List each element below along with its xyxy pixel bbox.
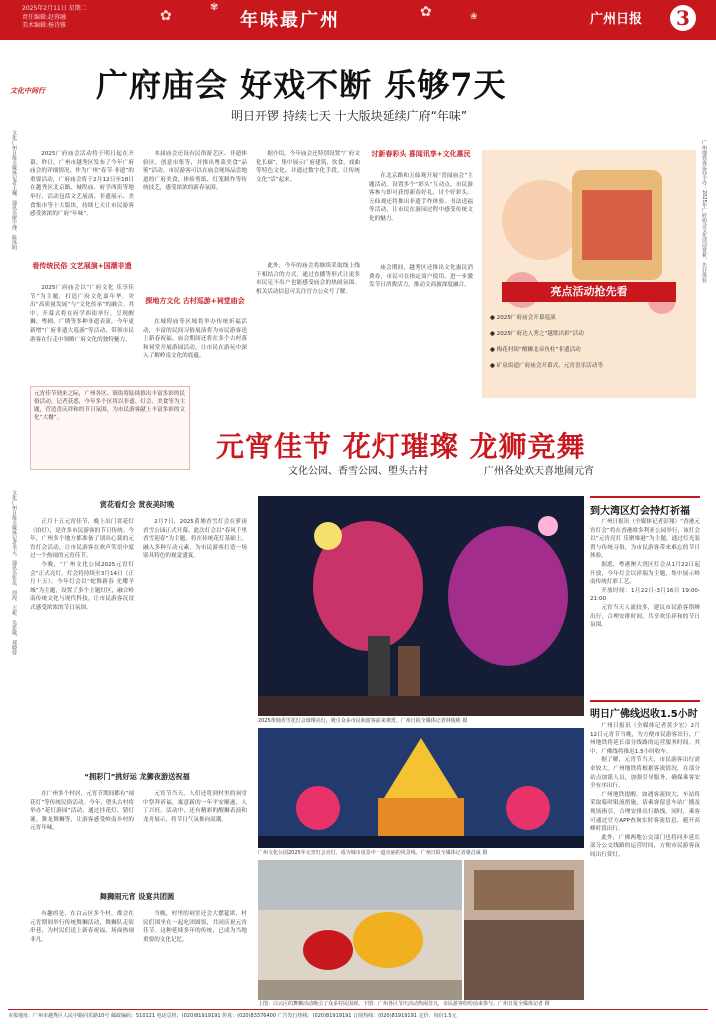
article1-subhead-a: 看传统民俗 文艺展演+国潮非遗 <box>32 262 132 270</box>
flower-icon: ✿ <box>420 4 432 20</box>
article1-para-b: 本届庙会还设有民俗游艺区、非遗体验区、创意市集等，并推出粤菜美食“品鉴”活动。市民游客可以在庙会现场品尝地道的广府美食，体验剪纸、灯笼制作等传统技艺，感受浓浓的新春氛围。 <box>143 151 247 192</box>
photo-crowd <box>464 860 584 1000</box>
flower-icon: ✿ <box>160 8 172 24</box>
para-g: 庙会期间，越秀区还推出文化惠民消费券，市民可在指定商户使用，进一步激发节日消费活力，推动文商旅深度融合。 <box>369 265 473 289</box>
byline-left: 文化广州日报全媒体记者王巍、通讯员廖宇博、陈泽明 <box>11 130 17 250</box>
design-credit: 美术编辑:杨诗雅 <box>22 22 67 29</box>
article1-para-e: 此外，今年的庙会将继续采取线上线下相结合的方式，通过直播等形式让更多市民足不出户也能感受庙会的热闹氛围。相关活动信息可关注官方公众号了解。 <box>256 263 360 295</box>
paper-logo: 广州日报 <box>590 12 643 27</box>
photo-lion-dance <box>258 860 462 1000</box>
poster-item: ● 2025广府达人秀之“越歌出彩”活动 <box>490 331 584 337</box>
photo-lantern-arch <box>258 728 584 848</box>
column-tag: 文化中间行 <box>10 87 45 95</box>
sec1-col2: 2月7日，2025黄埔香雪灯会在萝岗香雪公园正式开幕。此次灯会以“春风千里 香雪迎春”为主题，将在传统花灯基础上，融入多种互动元素，为市民游客打造一场别具特色的视觉盛宴。 <box>143 519 247 560</box>
poster-item: ● 矿泉街道广府庙会开幕式、元宵喜乐活动等 <box>490 363 603 369</box>
photo2-caption: 广州文化公园2025年元宵灯会亮灯，成为城市夜景中一道亮丽的风景线。广州日报全媒体记者骆昌威 摄 <box>258 850 488 856</box>
poster-list <box>490 310 688 374</box>
issue-date: 2025年2月11日 星期二 <box>22 5 87 12</box>
byline-left-2: 文化广州日报全媒体记者李天、通讯员张昆、周海、王新、吴思敏、郑晓蓉 <box>11 490 17 655</box>
poster-title: 亮点活动抢先看 <box>502 282 676 302</box>
subhead-c: 讨新春彩头 喜闻讯享+文化惠民 <box>371 150 471 158</box>
poster-item: ● 梅花村街“醒狮北帝鱼柱”非遗活动 <box>490 347 581 353</box>
divider <box>590 700 700 702</box>
page-header <box>0 0 716 40</box>
sec2-col2: 元宵节当天，人们还将到村里的祠堂中祭拜祈福，寓意新的一年平安顺遂、人丁兴旺。活动中，还有精彩的醒狮表演和龙舟展示，将节日气氛推向高潮。 <box>143 791 247 823</box>
article1-para-d: 据介绍，今年庙会还特别设置“广府文化长廊”，集中展示广府建筑、饮食、戏曲等特色文化，并通过数字化手段，让传统文化“活”起来。 <box>256 151 360 183</box>
byline-right: 广州地铁客运局主办：2025年广府庙会文化活动赏析，先行体验 <box>701 140 707 283</box>
article1-para-a: 2025广府庙会以“广府文化 乐享佳节”为主题，打造广府文化嘉年华，突出“高质量发展”与“文化传承”的融合。其中，开幕式将在府学西街举行，呈现醒狮、粤剧、广绣等多种非遗表演。今年更新增“广府非遗大巡游”等活动，带领市民游客在行走中领略广府文化的独特魅力。 <box>30 285 134 343</box>
lantern-photo <box>258 496 584 716</box>
subhead-2a: 文化公园、香雪公园、塱头古村 <box>288 466 428 477</box>
poster-panel <box>482 150 696 398</box>
poster-item: ● 2025广府庙会开幕巡演 <box>490 315 556 321</box>
footer-rule <box>8 1009 708 1010</box>
sec3-col1: 有趣的是，在白云区多个村，都会在元宵期间举行传统舞狮活动，舞狮队走街串巷，为村民们送上新春祝福，场面热闹非凡。 <box>30 911 134 943</box>
right1-body: 广州日报讯（全媒体记者彭翔）“香港元宵灯会”将在香港维多利亚公园举行，该灯会以“元宵亮灯 乐聚维港”为主题，通过灯光装置与传统习俗，为市民游客带来难忘的节日体验。 据悉，粤港澳大湾区灯会从1月22日起开放，今年灯会以祥瑞为主题，集中展示岭南传统灯彩工艺。 开放时间：1月22日-3月16日 19:00-21:00 元宵当天人流较多，建议市民游客错峰出行，合理安排时间，共享欢乐祥和的节日氛围。 <box>590 519 700 629</box>
headline-2: 元宵佳节 花灯璀璨 龙狮竞舞 <box>216 430 586 463</box>
article1-subhead-b: 探地方文化 古村巡游+祠堂庙会 <box>145 297 245 305</box>
section-title: 年味最广州 <box>240 10 340 31</box>
article1-para-c: 在城隍庙等区域将举办传统祈福活动，丰富的民间习俗展演将为市民游客送上新春祝福。庙会期间还将在多个古村落和祠堂开展游园活动，让市民在游玩中深入了解岭南文化的底蕴。 <box>143 319 247 360</box>
sec3-title: 舞狮闹元宵 设宴共团圆 <box>99 892 175 901</box>
photo3-caption: 上图：白云区的舞狮活动吸引了众多村民围观。下图：广州各区节庆活动热闹非凡，市民游客纷纷前来参与。广州日报全媒体记者 摄 <box>258 1001 550 1007</box>
flower-icon: ✾ <box>210 2 219 13</box>
page-number: 3 <box>670 5 696 31</box>
article1-lead: 2025广府庙会活动将于明日起在开幕。昨日，广州市越秀区发布了今年广府庙会的详细情况。作为广州“春节·非遗”的重要活动，广府庙会将于2月12日至18日在越秀区北京路、城隍庙、府学西街等地举行，活动包括文艺展演、非遗展示、美食集市等十大版块，持续七天让市民游客感受浓浓的广府“年味”。 <box>30 151 134 218</box>
header-meta <box>22 5 87 31</box>
info-box-left: 元宵佳节到来之际，广州各区、镇街将陆续推出丰富多彩的民俗活动。记者获悉，今年多个区将以非遗、灯会、美食等为主题，营造喜庆祥和的节日氛围，为市民游客献上丰富多彩的文化“大餐”。 <box>30 386 190 470</box>
lion-dance-photo <box>258 860 462 1000</box>
main-headline: 广府庙会 好戏不断 乐够7天 <box>96 66 507 104</box>
lantern-arch-photo <box>258 728 584 848</box>
sec1-col1: 正月十五元宵佳节，晚上出门赏花灯（拍灯），是许多市民游客的节日传统。今年，广州多个地方都准备了别出心裁的元宵灯会活动，让市民游客在欢声笑语中度过一个热闹的元宵佳节。 今晚，“广州文化公园2025元宵灯会”正式亮灯，灯会将持续至3月14日（正月十五）。今年灯会以“蛇舞新春 光耀羊城”为主题，设置了多个主题灯区，融合岭南传统文化与现代科技，让市民游客沉浸式感受浓浓的节日氛围。 <box>30 519 134 611</box>
subhead-2b: 广州各处欢天喜地闹元宵 <box>484 466 594 477</box>
right2-body: 广州日报讯（全媒体记者黄少宏）2月12日元宵节当晚，为方便市民游客出行，广州地铁将延长部分线路的运营服务时间。其中，广佛线将推迟1.5小时收车。 据了解，元宵节当天，市民游客出行需求较大。广州地铁将根据客流情况，在部分站点加派人员，加强引导服务，确保乘客安全有序出行。 广州地铁提醒，如遇客流较大，车站将采取临时限流措施，请乘客留意车站广播及现场指引，合理安排出行路线。同时，乘客可通过官方APP查询实时客流信息，避开高峰时段出行。 此外，广佛两地公交部门也将同步延长部分公交线路的运营时间，方便市民游客夜间出行赏灯。 <box>590 723 700 858</box>
photo1-caption: 2025黄埔香雪花灯会璀璨亮灯，吸引众多市民和游客前来观赏。广州日报全媒体记者林俊彬 摄 <box>258 718 468 724</box>
main-subhead: 明日开锣 持续七天 十大版块延续广府“年味” <box>231 109 468 123</box>
flower-icon: ❀ <box>470 12 478 22</box>
right2-title: 明日广佛线迟收1.5小时 <box>590 709 698 720</box>
sec2-title: “拥彩门”挑好运 龙狮夜游送祝福 <box>84 772 190 781</box>
right1-title: 到大湾区灯会持灯祈福 <box>590 506 690 517</box>
footer-info: 本报地址：广州市越秀区人民中路同乐路10号 邮政编码：510121 电话总机：(020)81919191 传真：(020)83376400 广告发行热线：(020)81919191 订阅热线：(020)81919191 定价：每份1.5元 <box>8 1013 457 1019</box>
sec3-col2: 当晚，村里的祠堂还会大摆筵席，村民们围坐在一起吃团圆饭，共同庆祝元宵佳节。这种延续多年的传统，已成为当地重要的文化记忆。 <box>143 911 247 943</box>
sec1-title: 赏花看灯会 赏夜美时晚 <box>99 500 175 509</box>
para-f: 在北京路和五仙观开展“喜闻庙会”主题活动，设置多个“彩头”互动点，市民游客参与即可获得新春好礼，讨个好彩头。五仙观还将推出非遗手作体验、书法送福等活动，让市民在游园过程中感受传统文化的魅力。 <box>369 173 473 222</box>
crowd-photo <box>464 860 584 1000</box>
editor-credit: 责任编辑:赵蓉融 <box>22 13 67 21</box>
sec2-col1: 在广州多个村居，元宵节期间都有“闹花灯”等传统民俗活动。今年，塱头古村将举办“花灯游园”活动，通过挂花灯、猜灯谜、舞龙舞狮等，让游客感受岭南乡村的元宵年味。 <box>30 791 134 832</box>
divider <box>590 496 700 498</box>
photo-lantern-couple <box>258 496 584 716</box>
